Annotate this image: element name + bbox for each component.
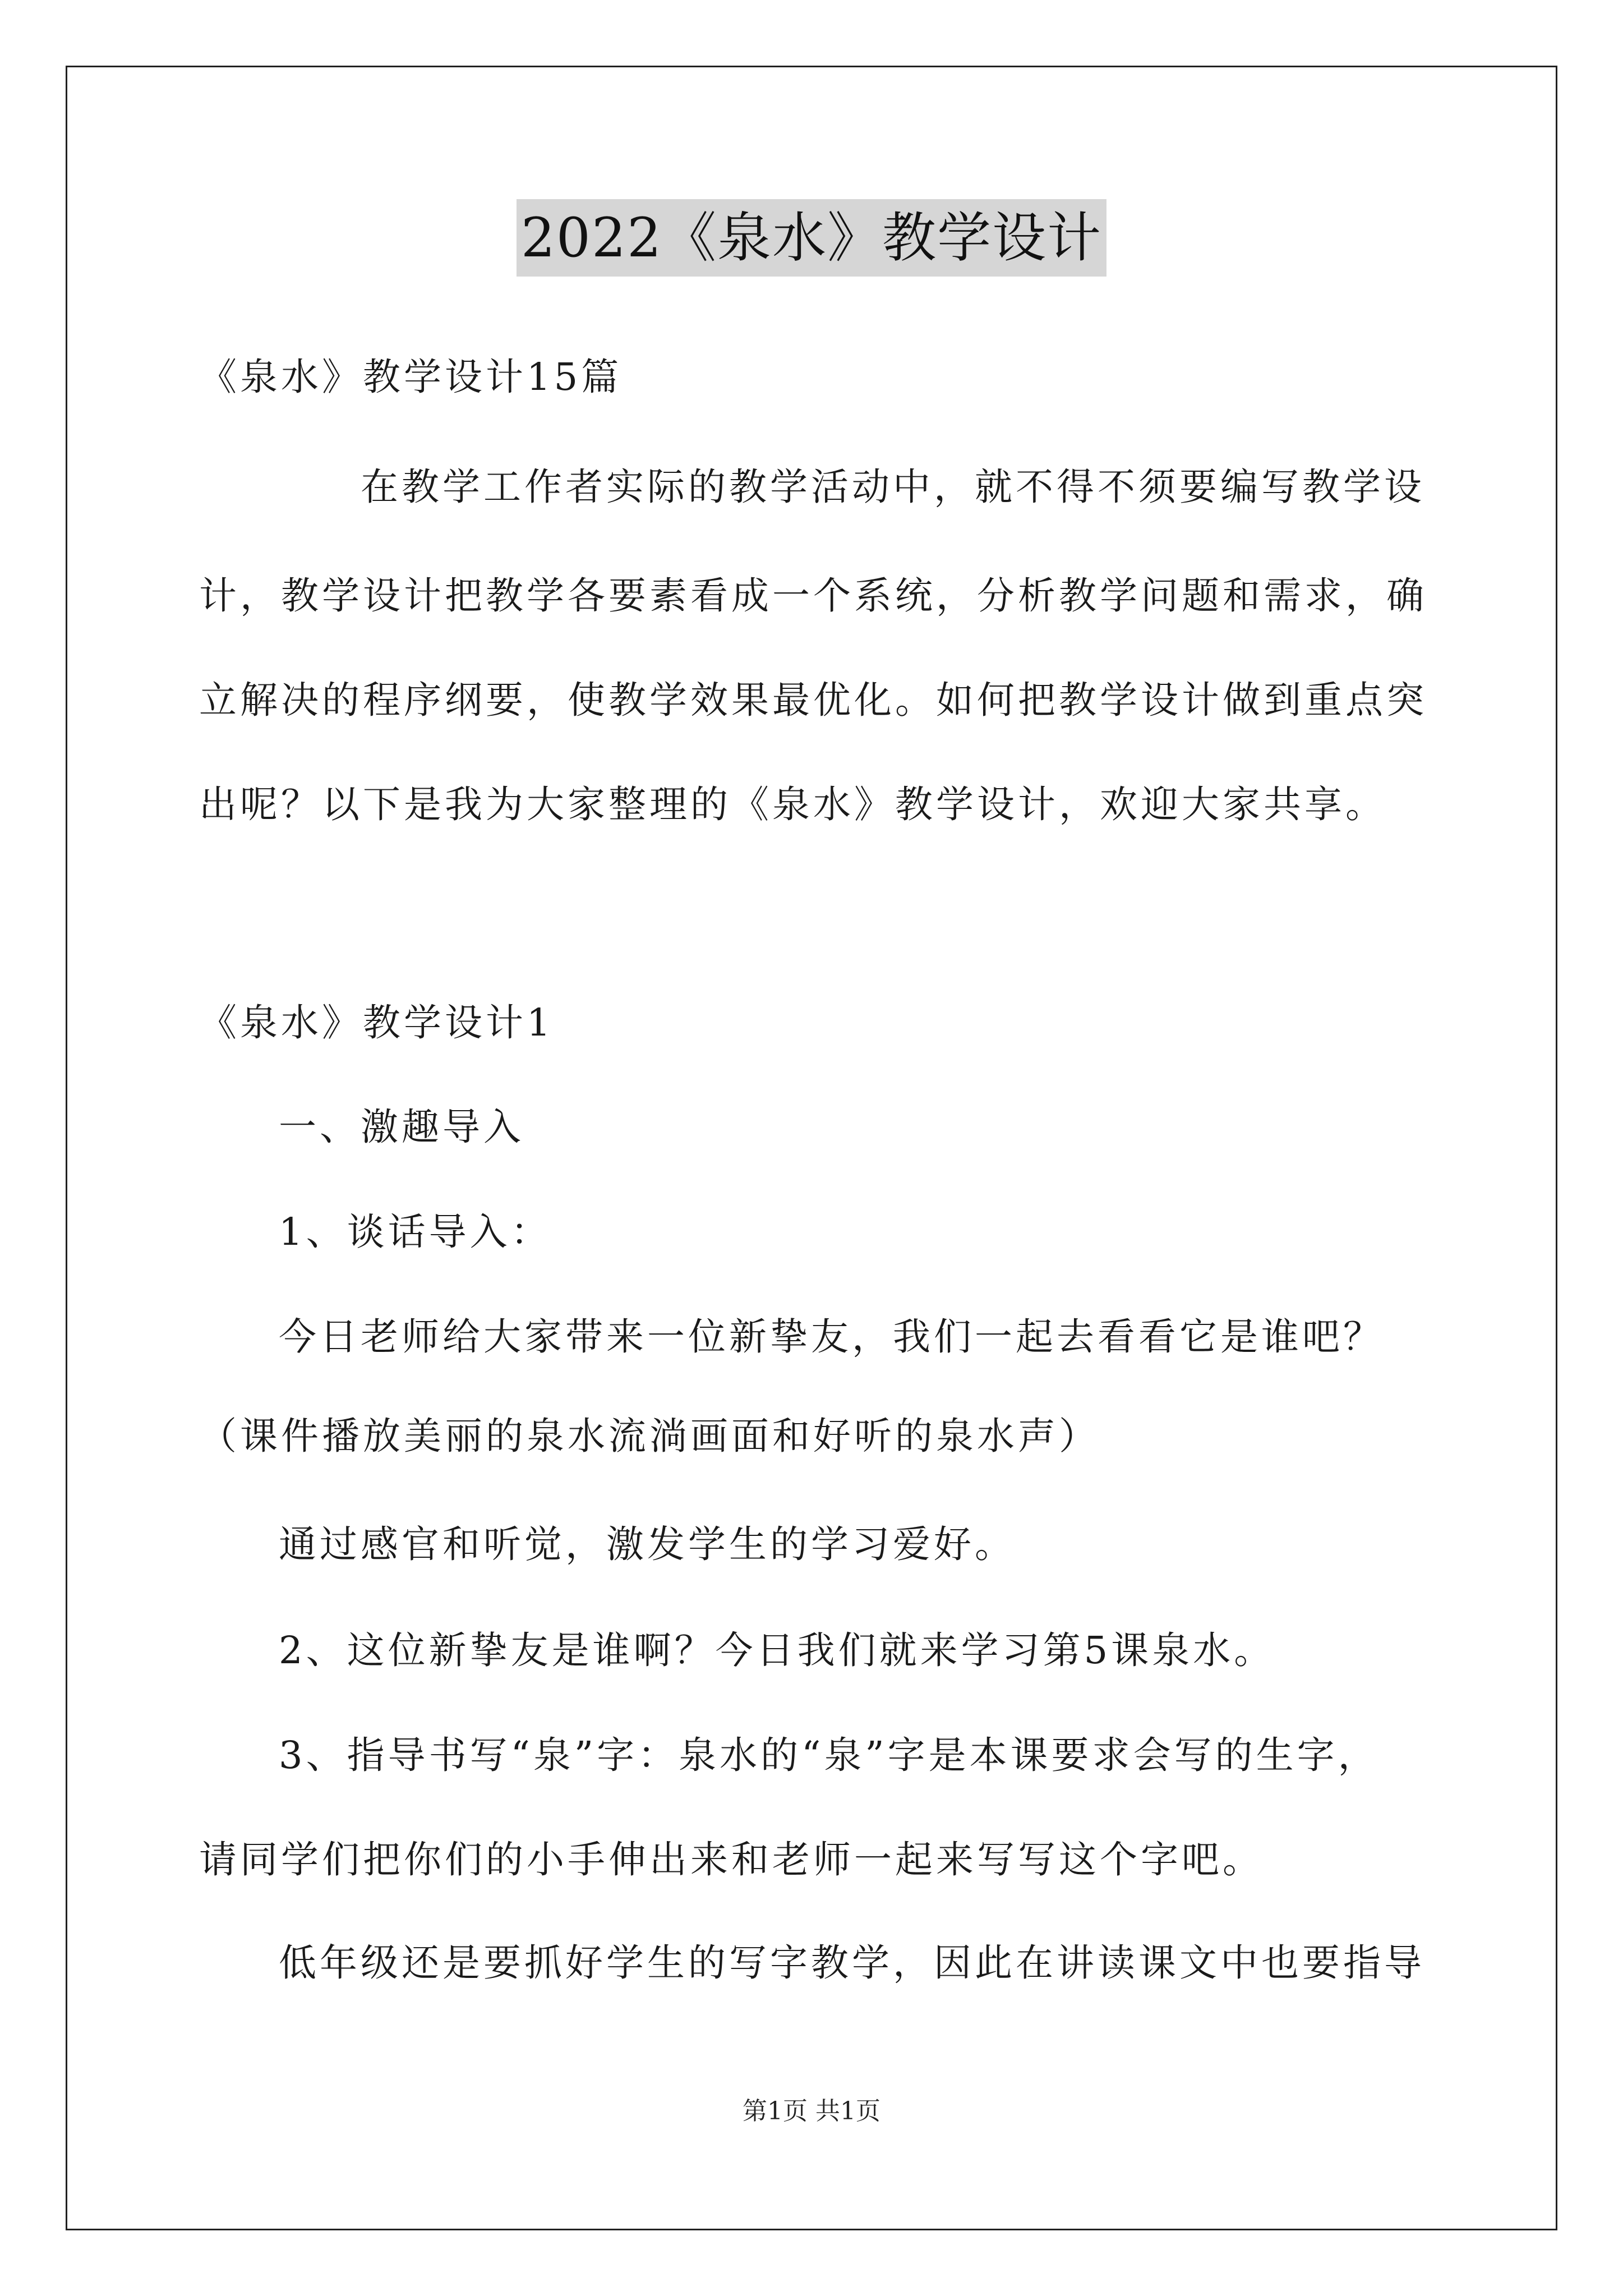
paragraph-line: 在教学工作者实际的教学活动中，就不得不须要编写教学设 xyxy=(361,465,1425,509)
paragraph-line: 3、指导书写“泉”字：泉水的“泉”字是本课要求会写的生字， xyxy=(279,1733,1379,1777)
paragraph-line: 通过感官和听觉，激发学生的学习爱好。 xyxy=(279,1522,1016,1566)
paragraph-line: 立解决的程序纲要，使教学效果最优化。如何把教学设计做到重点突 xyxy=(199,678,1427,722)
paragraph-line: 低年级还是要抓好学生的写字教学，因此在讲读课文中也要指导 xyxy=(279,1941,1425,1985)
subtitle-line: 《泉水》教学设计15篇 xyxy=(199,355,623,399)
paragraph-line: 1、谈话导入： xyxy=(279,1210,552,1254)
paragraph-line: 计，教学设计把教学各要素看成一个系统，分析教学问题和需求，确 xyxy=(199,574,1427,618)
paragraph-line: 一、激趣导入 xyxy=(279,1105,524,1149)
page-footer: 第1页 共1页 xyxy=(743,2097,880,2125)
title-container xyxy=(0,199,1623,277)
paragraph-line: 今日老师给大家带来一位新挚友，我们一起去看看它是谁吧？ xyxy=(279,1315,1384,1359)
paragraph-line: 出呢？以下是我为大家整理的《泉水》教学设计，欢迎大家共享。 xyxy=(199,783,1386,826)
paragraph-line: （课件播放美丽的泉水流淌画面和好听的泉水声） xyxy=(199,1414,1100,1458)
paragraph-line: 2、这位新挚友是谁啊？今日我们就来学习第5课泉水。 xyxy=(279,1628,1275,1672)
document-title: 2022《泉水》教学设计 xyxy=(517,199,1106,277)
paragraph-line: 请同学们把你们的小手伸出来和老师一起来写写这个字吧。 xyxy=(199,1838,1264,1881)
section-heading: 《泉水》教学设计1 xyxy=(199,1001,554,1045)
